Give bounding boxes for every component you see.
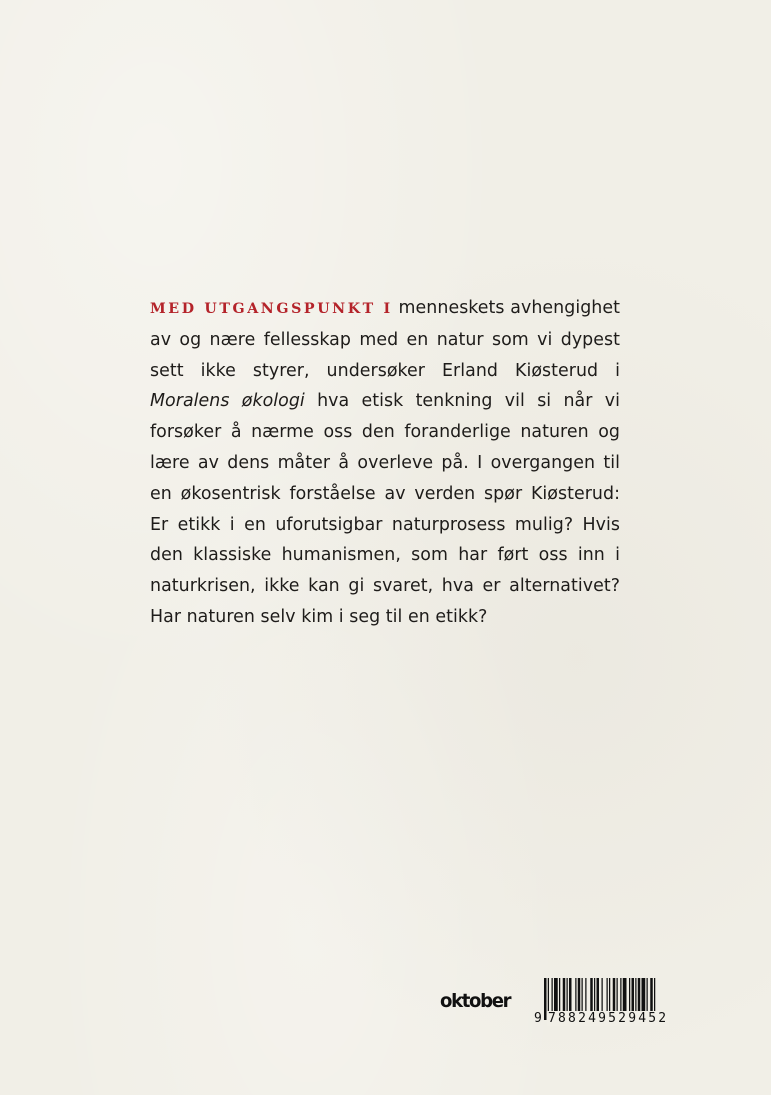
barcode-bar — [585, 978, 586, 1012]
blurb-lead-caps: MED UTGANGSPUNKT I — [150, 301, 393, 317]
barcode-bar — [575, 978, 576, 1012]
blurb-text-part1: menneskets avhengighet av og nære fellesskap med en natur som vi dypest sett ikke styrer, undersøker Erland Kiøsterud i — [150, 298, 620, 381]
isbn-barcode — [534, 978, 702, 1028]
barcode-bar — [552, 978, 553, 1012]
barcode-bar — [617, 978, 618, 1012]
cover-blurb — [150, 293, 620, 633]
barcode-bar — [590, 978, 593, 1012]
isbn-digits: 788249529452 — [548, 1011, 669, 1026]
barcode-bar — [635, 978, 636, 1012]
barcode-bar — [609, 978, 610, 1012]
barcode-bar — [650, 978, 653, 1012]
barcode-bar — [642, 978, 646, 1012]
barcode-bar — [629, 978, 630, 1012]
barcode-bar — [554, 978, 558, 1012]
barcode-bar — [597, 978, 600, 1012]
barcode-bar — [632, 978, 635, 1012]
barcode-bar — [559, 978, 560, 1012]
barcode-bar — [569, 978, 572, 1012]
blurb-text-part2: hva etisk tenkning vil si når vi forsøker å nærme oss den foranderlige naturen og lære av dens måter å overleve på. I overgangen til en økosentrisk forståelse av verden spør Kiøsterud: Er etikk i en uforutsigbar naturprosess mulig? Hvis den klassiske humanismen, som har ført oss inn i naturkrisen, ikke kan gi svaret, hva er alternativet? Har naturen selv kim i seg til en etikk? — [150, 391, 620, 627]
book-title-italic: Moralens økologi — [150, 391, 305, 412]
barcode-bar — [620, 978, 621, 1012]
barcode-bar — [607, 978, 608, 1012]
isbn-lead-digit: 9 — [534, 1011, 545, 1026]
barcode-bar — [578, 978, 581, 1012]
barcode-bar — [623, 978, 627, 1012]
barcode-bar — [594, 978, 595, 1012]
barcode-bar — [613, 978, 616, 1012]
barcode-bar — [638, 978, 641, 1012]
publisher-logo-oktober: oktober — [440, 990, 511, 1012]
barcode-bar — [567, 978, 568, 1012]
barcode-bar — [582, 978, 583, 1012]
barcode-bar — [563, 978, 566, 1012]
barcode-bar — [647, 978, 648, 1012]
